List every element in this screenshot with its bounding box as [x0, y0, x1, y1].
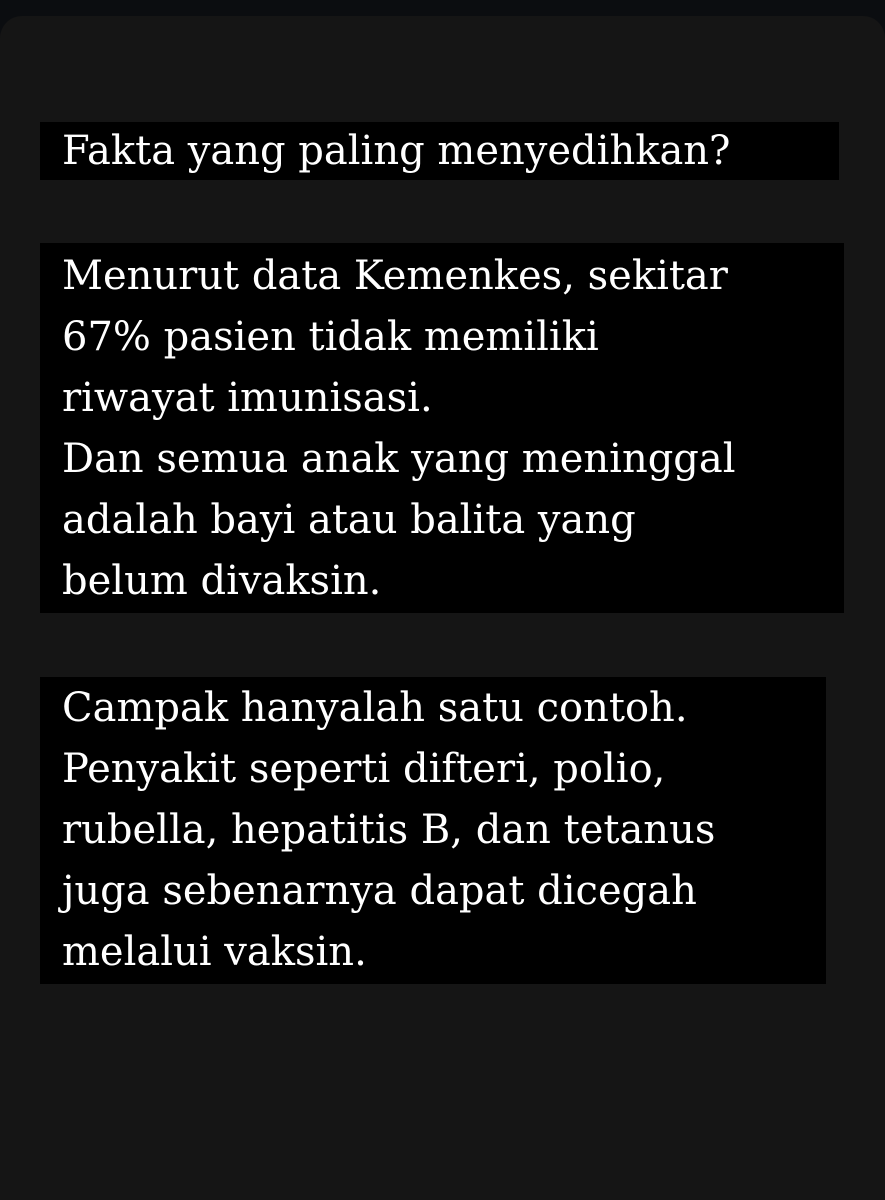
text-line: Penyakit seperti difteri, polio,: [62, 746, 666, 792]
story-frame: [0, 16, 885, 1200]
text-line: Fakta yang paling menyedihkan?: [62, 128, 731, 174]
text-line: 67% pasien tidak memiliki: [62, 314, 599, 360]
text-line: Campak hanyalah satu contoh.: [62, 685, 688, 731]
text-line: rubella, hepatitis B, dan tetanus: [62, 807, 716, 853]
text-line: melalui vaksin.: [62, 929, 367, 975]
text-block-diseases: [40, 677, 826, 984]
text-line: riwayat imunisasi.: [62, 375, 433, 421]
text-line: adalah bayi atau balita yang: [62, 497, 636, 543]
text-line: Dan semua anak yang meninggal: [62, 436, 736, 482]
text-block-question: [40, 122, 839, 180]
text-line: juga sebenarnya dapat dicegah: [62, 868, 697, 914]
text-line: belum divaksin.: [62, 558, 382, 604]
text-line: Menurut data Kemenkes, sekitar: [62, 253, 728, 299]
text-block-statistics: [40, 243, 844, 613]
